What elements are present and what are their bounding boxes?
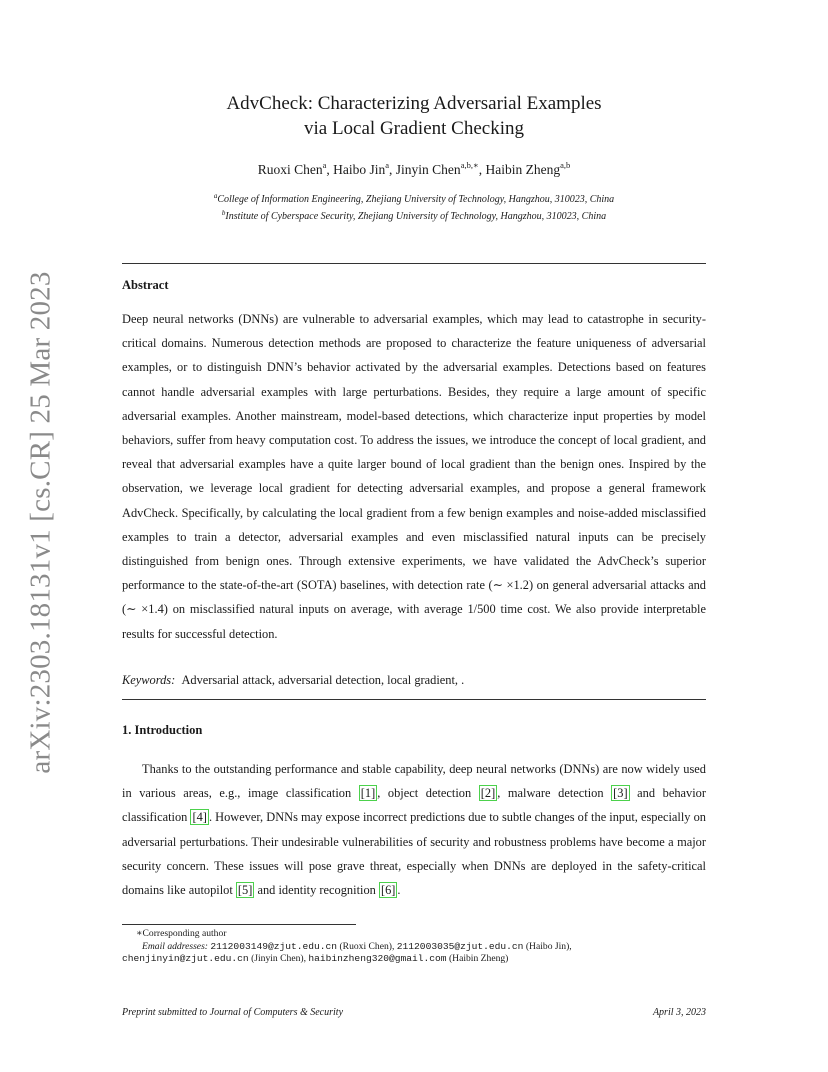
abstract-text: Deep neural networks (DNNs) are vulnerable to adversarial examples, which may lead to catastrophe in security-critical domains. Numerous detection methods are proposed to characterize the feature uniqueness of adversarial examples, or to distinguish DNN’s behavior activated by the adversarial examples. Detections based on features cannot handle adversarial examples with large perturbations. Besides, they require a large amount of specific adversarial examples. Another mainstream, model-based detections, which characterize input properties by model behaviors, suffer from heavy computation cost. To address the issues, we introduce the concept of local gradient, and reveal that adversarial examples have a quite larger bound of local gradient than the benign ones. Inspired by the observation, we leverage local gradient for detecting adversarial examples, and propose a general framework AdvCheck. Specifically, by calculating the local gradient from a few benign examples and noise-added misclassified examples to train a detector, adversarial examples and even misclassified natural inputs can be precisely distinguished from benign ones. Through extensive experiments, we have validated the AdvCheck’s superior performance to the state-of-the-art (SOTA) baselines, with detection rate (∼ ×1.2) on general adversarial attacks and (∼ ×1.4) on misclassified natural inputs on average, with average 1/500 time cost. We also provide interpretable results for successful detection. bbox=[122, 312, 706, 641]
footer-date: April 3, 2023 bbox=[652, 1007, 706, 1018]
email-owner: (Jinyin Chen), bbox=[248, 953, 309, 964]
citation-link[interactable]: [5] bbox=[237, 883, 253, 898]
intro-text: , malware detection bbox=[497, 786, 612, 801]
author-list bbox=[0, 160, 828, 178]
email-owner: (Haibo Jin), bbox=[523, 940, 572, 952]
intro-text: Thanks to the outstanding performance and stable capability, deep neural networks (DNNs) are now widely used in various areas, e.g., image classification bbox=[122, 762, 706, 801]
email-line-1 bbox=[122, 941, 706, 954]
affiliation-b bbox=[0, 207, 828, 224]
title-line-1: AdvCheck: Characterizing Adversarial Examples bbox=[226, 93, 602, 114]
email-label: Email addresses: bbox=[142, 940, 208, 952]
affiliation-text: Institute of Cyberspace Security, Zhejiang University of Technology, Hangzhou, 310023, China bbox=[225, 210, 607, 222]
author-affiliation-mark: a,b bbox=[560, 160, 571, 170]
arxiv-sidebar bbox=[18, 271, 64, 774]
affiliations bbox=[0, 190, 828, 223]
author-affiliation-mark: a bbox=[322, 160, 327, 170]
author-separator: , bbox=[478, 162, 486, 177]
keywords-text: Adversarial attack, adversarial detection, local gradient, . bbox=[181, 673, 465, 687]
citation-link[interactable]: [6] bbox=[380, 883, 396, 898]
email-line-2 bbox=[122, 953, 706, 966]
footnotes bbox=[122, 928, 706, 966]
intro-text: and behavior classification bbox=[122, 786, 706, 825]
paper-title bbox=[0, 91, 828, 141]
affiliation-mark: b bbox=[221, 208, 226, 217]
citation-link[interactable]: [2] bbox=[480, 786, 496, 801]
email-owner: (Haibin Zheng) bbox=[446, 953, 509, 964]
email-address[interactable]: 2112003149@zjut.edu.cn bbox=[210, 940, 338, 952]
citation-link[interactable]: [3] bbox=[613, 786, 628, 801]
arxiv-identifier: arXiv:2303.18131v1 [cs.CR] 25 Mar 2023 bbox=[24, 271, 57, 774]
citation-link[interactable]: [4] bbox=[192, 810, 207, 825]
author-name: Haibin Zheng bbox=[485, 162, 561, 177]
affiliation-text: College of Information Engineering, Zhejiang University of Technology, Hangzhou, 310023, China bbox=[217, 194, 615, 205]
title-line-2: via Local Gradient Checking bbox=[303, 118, 524, 139]
intro-text: , object detection bbox=[377, 786, 479, 801]
section-heading-introduction: 1. Introduction bbox=[122, 723, 203, 737]
abstract-heading: Abstract bbox=[122, 278, 169, 292]
keywords-label: Keywords: bbox=[122, 673, 176, 687]
author-name: Jinyin Chen bbox=[395, 162, 461, 177]
author-affiliation-mark: a bbox=[385, 160, 390, 170]
email-address[interactable]: haibinzheng320@gmail.com bbox=[308, 953, 447, 964]
abstract-bottom-rule bbox=[122, 699, 706, 700]
email-owner: (Ruoxi Chen), bbox=[337, 940, 397, 952]
footnote-rule bbox=[122, 924, 356, 925]
affiliation-a bbox=[0, 190, 828, 207]
keywords bbox=[122, 673, 706, 688]
email-address[interactable]: 2112003035@zjut.edu.cn bbox=[396, 940, 524, 952]
author-name: Ruoxi Chen bbox=[257, 162, 323, 177]
intro-text: . However, DNNs may expose incorrect predictions due to subtle changes of the input, especially on adversarial perturbations. Their undesirable vulnerabilities of security and robustness problems have become a major security concern. These issues will pose grave threat, especially when DNNs are deployed in the safety-critical domains like autopilot bbox=[122, 810, 706, 898]
author-name: Haibo Jin bbox=[333, 162, 386, 177]
footer-preprint-note: Preprint submitted to Journal of Computers & Security bbox=[122, 1007, 344, 1018]
author-separator: , bbox=[389, 162, 396, 177]
author-separator: , bbox=[326, 162, 334, 177]
corresponding-author-note: ∗Corresponding author bbox=[136, 928, 227, 939]
intro-text: and identity recognition bbox=[254, 883, 379, 898]
abstract-top-rule bbox=[122, 263, 706, 264]
intro-text: . bbox=[397, 883, 401, 898]
author-affiliation-mark: a,b,∗ bbox=[460, 160, 479, 170]
affiliation-mark: a bbox=[213, 192, 218, 200]
email-address[interactable]: chenjinyin@zjut.edu.cn bbox=[122, 953, 249, 964]
citation-link[interactable]: [1] bbox=[360, 786, 376, 801]
introduction-paragraph bbox=[122, 757, 706, 902]
